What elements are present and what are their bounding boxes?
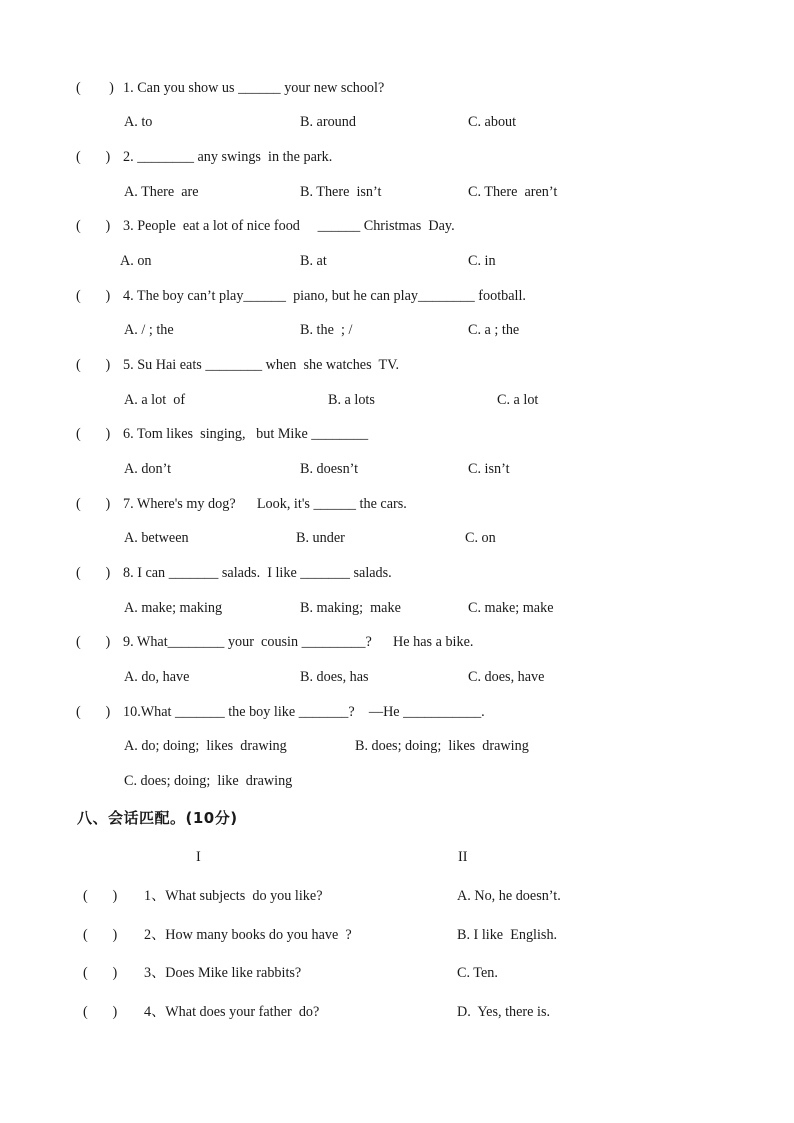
option-b: B. does, has xyxy=(300,669,369,685)
answer-paren[interactable]: ( ) xyxy=(83,927,118,943)
dialogue-question: 2、How many books do you have ? xyxy=(144,927,352,943)
option-a: A. There are xyxy=(124,184,199,200)
option-a: A. on xyxy=(120,253,152,269)
answer-paren[interactable]: ( ) xyxy=(76,288,111,304)
answer-paren[interactable]: ( ) xyxy=(76,149,111,165)
answer-paren[interactable]: ( ) xyxy=(76,218,111,234)
answer-paren[interactable]: ( ) xyxy=(83,888,118,904)
option-a: A. a lot of xyxy=(124,392,186,408)
option-b: B. under xyxy=(296,530,345,546)
question-stem: 3. People eat a lot of nice food ______ Christmas Day. xyxy=(123,218,455,234)
question-stem: 7. Where's my dog? Look, it's ______ the cars. xyxy=(123,496,407,512)
question-stem: 5. Su Hai eats ________ when she watches TV. xyxy=(123,357,400,373)
dialogue-answer: D. Yes, there is. xyxy=(457,1004,551,1020)
question-stem: 1. Can you show us ______ your new school? xyxy=(123,80,385,96)
option-a: A. between xyxy=(124,530,189,546)
option-c: C. a lot xyxy=(497,392,539,408)
question-stem: 8. I can _______ salads. I like _______ salads. xyxy=(123,565,392,581)
option-c: C. about xyxy=(468,114,517,130)
answer-paren[interactable]: ( ) xyxy=(76,496,111,512)
dialogue-question: 4、What does your father do? xyxy=(144,1004,320,1020)
column-header-i: I xyxy=(196,849,201,865)
question-stem: 6. Tom likes singing, but Mike ________ xyxy=(123,426,369,442)
question-stem: 4. The boy can’t play______ piano, but he can play________ football. xyxy=(123,288,526,304)
option-c: C. make; make xyxy=(468,600,554,616)
option-c: C. isn’t xyxy=(468,461,510,477)
option-a: A. do; doing; likes drawing xyxy=(124,738,287,754)
answer-paren[interactable]: ( ) xyxy=(83,965,118,981)
option-c: C. a ; the xyxy=(468,322,520,338)
option-b: B. There isn’t xyxy=(300,184,382,200)
option-c: C. There aren’t xyxy=(468,184,558,200)
dialogue-answer: C. Ten. xyxy=(457,965,498,981)
answer-paren[interactable]: ( ) xyxy=(76,80,114,96)
option-c: C. on xyxy=(465,530,496,546)
answer-paren[interactable]: ( ) xyxy=(76,426,111,442)
section-heading: 八、会话匹配。(10分) xyxy=(77,809,238,827)
question-stem: 9. What________ your cousin _________? He has a bike. xyxy=(123,634,474,650)
option-b: B. around xyxy=(300,114,356,130)
answer-paren[interactable]: ( ) xyxy=(83,1004,118,1020)
option-a: A. to xyxy=(124,114,153,130)
option-c: C. does, have xyxy=(468,669,545,685)
column-header-ii: II xyxy=(458,849,468,865)
option-b: B. doesn’t xyxy=(300,461,359,477)
option-b: B. does; doing; likes drawing xyxy=(355,738,529,754)
dialogue-answer: A. No, he doesn’t. xyxy=(457,888,561,904)
answer-paren[interactable]: ( ) xyxy=(76,704,111,720)
option-b: B. a lots xyxy=(328,392,375,408)
dialogue-answer: B. I like English. xyxy=(457,927,558,943)
question-stem: 2. ________ any swings in the park. xyxy=(123,149,333,165)
option-b: B. making; make xyxy=(300,600,401,616)
dialogue-question: 1、What subjects do you like? xyxy=(144,888,323,904)
option-a: A. / ; the xyxy=(124,322,174,338)
option-a: A. make; making xyxy=(124,600,223,616)
option-a: A. do, have xyxy=(124,669,190,685)
dialogue-question: 3、Does Mike like rabbits? xyxy=(144,965,302,981)
option-b: B. the ; / xyxy=(300,322,353,338)
option-c: C. does; doing; like drawing xyxy=(124,773,293,789)
option-b: B. at xyxy=(300,253,327,269)
answer-paren[interactable]: ( ) xyxy=(76,565,111,581)
option-c: C. in xyxy=(468,253,496,269)
question-stem: 10.What _______ the boy like _______? —He ___________. xyxy=(123,704,485,720)
answer-paren[interactable]: ( ) xyxy=(76,634,111,650)
option-a: A. don’t xyxy=(124,461,172,477)
answer-paren[interactable]: ( ) xyxy=(76,357,111,373)
